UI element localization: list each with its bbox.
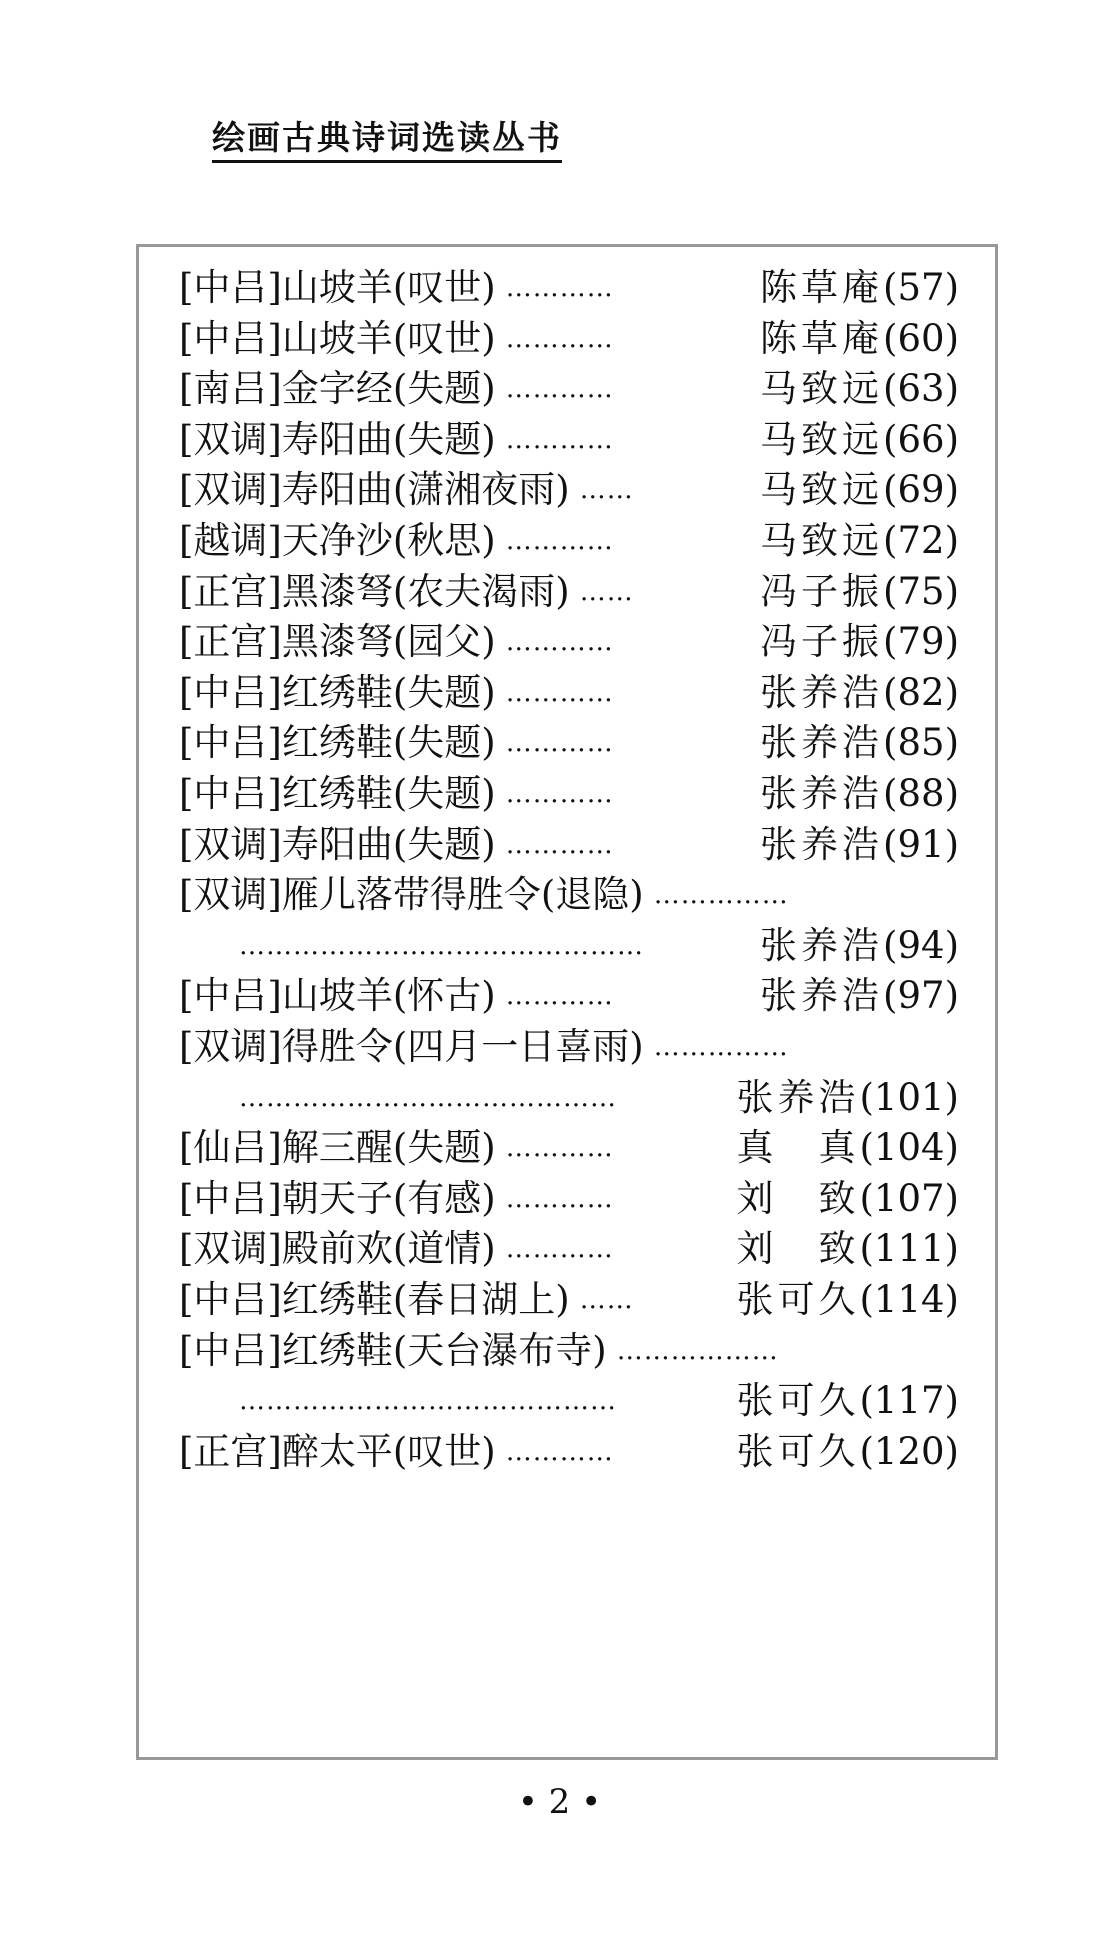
- toc-entry-page: (75): [883, 569, 959, 613]
- toc-entry-title: [中吕]红绣鞋(天台瀑布寺): [179, 1328, 607, 1372]
- toc-entry-title: [中吕]红绣鞋(失题): [179, 721, 496, 765]
- toc-entry-author: 张可久: [736, 1278, 860, 1321]
- toc-entry-title: [中吕]山坡羊(叹世): [179, 316, 496, 360]
- toc-entry-title: [正宫]黑漆弩(园父): [179, 620, 496, 664]
- toc-entry-page: (79): [883, 620, 959, 664]
- toc-entry-page: (111): [859, 1227, 959, 1271]
- toc-list: [139, 247, 995, 1757]
- toc-entry-author: 陈草庵: [760, 316, 884, 360]
- toc-entry-leader: …………: [505, 981, 614, 1012]
- toc-entry-leader: …………: [505, 424, 614, 455]
- toc-entry-title: [仙吕]解三醒(失题): [179, 1126, 496, 1170]
- toc-entry-author: 陈草庵: [760, 266, 884, 309]
- toc-entry-leader: …………: [505, 526, 614, 556]
- toc-entry-page: (117): [859, 1379, 959, 1423]
- toc-entry-author: 张可久: [736, 1429, 860, 1473]
- toc-entry-leader: …………: [505, 374, 614, 405]
- toc-entry-leader: …………: [505, 627, 614, 658]
- toc-entry-author: 刘 致: [736, 1227, 860, 1271]
- toc-entry-title: [正宫]醉太平(叹世): [179, 1429, 496, 1473]
- toc-entry-leader: ………………………………………: [239, 930, 644, 961]
- toc-entry-page: (69): [883, 468, 959, 512]
- toc-entry-page: (94): [883, 923, 959, 967]
- series-title: 绘画古典诗词选读丛书: [212, 116, 562, 163]
- toc-entry-author: 冯子振: [760, 569, 884, 613]
- toc-entry-leader: …………: [505, 677, 614, 708]
- toc-entry-page: (66): [883, 417, 959, 461]
- toc-entry: [179, 1421, 959, 1483]
- toc-entry-author: 刘 致: [736, 1176, 860, 1220]
- toc-entry-leader: ……………………………………: [239, 1082, 617, 1113]
- toc-entry-page: (88): [883, 772, 959, 815]
- toc-entry-title: [中吕]朝天子(有感): [179, 1176, 496, 1220]
- toc-entry-leader: ………………: [616, 1335, 779, 1366]
- toc-entry-author: 张可久: [736, 1379, 860, 1423]
- toc-entry-leader: ……: [579, 1285, 634, 1315]
- toc-entry-author: 张养浩: [760, 974, 884, 1018]
- toc-entry-leader: …………: [505, 829, 614, 860]
- toc-entry-leader: …………: [505, 1436, 614, 1467]
- toc-entry-title: [中吕]红绣鞋(春日湖上): [179, 1278, 570, 1321]
- toc-entry-author: 马致远: [760, 468, 884, 512]
- toc-entry-leader: ……: [579, 475, 634, 506]
- toc-entry-title: [双调]寿阳曲(失题): [179, 417, 496, 461]
- toc-entry-page: (57): [883, 266, 959, 309]
- table-of-contents: [136, 244, 998, 1760]
- toc-entry-author: 马致远: [760, 519, 884, 562]
- toc-entry-title: [双调]殿前欢(道情): [179, 1227, 496, 1271]
- toc-entry-page: (63): [883, 367, 959, 411]
- toc-entry-leader: ……: [579, 576, 634, 607]
- toc-entry-title: [中吕]山坡羊(怀古): [179, 974, 496, 1018]
- toc-entry-leader: …………: [505, 728, 614, 759]
- toc-entry-page: (60): [883, 316, 959, 360]
- toc-entry-author: 张养浩: [760, 772, 884, 815]
- toc-entry-author: 真 真: [736, 1126, 860, 1170]
- toc-entry-title: [南吕]金字经(失题): [179, 367, 496, 411]
- toc-entry-title: [中吕]红绣鞋(失题): [179, 772, 496, 815]
- toc-entry-author: 张养浩: [760, 822, 884, 866]
- toc-entry-leader: ……………: [653, 880, 789, 911]
- toc-entry-page: (107): [859, 1176, 959, 1220]
- toc-entry-title: [中吕]山坡羊(叹世): [179, 266, 496, 309]
- toc-entry-author: 张养浩: [760, 923, 884, 967]
- toc-entry-author: 马致远: [760, 417, 884, 461]
- toc-entry-title: [中吕]红绣鞋(失题): [179, 670, 496, 714]
- toc-entry-author: 冯子振: [760, 620, 884, 664]
- toc-entry-title: [双调]寿阳曲(失题): [179, 822, 496, 866]
- toc-entry-title: [越调]天净沙(秋思): [179, 519, 496, 562]
- toc-entry-leader: …………: [505, 1234, 614, 1265]
- toc-entry-page: (104): [859, 1126, 959, 1170]
- toc-entry-title: [正宫]黑漆弩(农夫渴雨): [179, 569, 570, 613]
- page-number: • 2 •: [517, 1782, 602, 1822]
- toc-entry-leader: …………: [505, 1133, 614, 1164]
- toc-entry-leader: …………: [505, 779, 614, 809]
- toc-entry-title: [双调]得胜令(四月一日喜雨): [179, 1025, 644, 1068]
- toc-entry-page: (85): [883, 721, 959, 765]
- toc-entry-page: (101): [859, 1075, 959, 1119]
- toc-entry-leader: …………: [505, 273, 614, 303]
- toc-entry-leader: …………: [505, 1183, 614, 1214]
- toc-entry-author: 马致远: [760, 367, 884, 411]
- toc-entry-page: (97): [883, 974, 959, 1018]
- toc-entry-page: (114): [859, 1278, 959, 1321]
- toc-entry-page: (72): [883, 519, 959, 562]
- toc-entry-title: [双调]寿阳曲(潇湘夜雨): [179, 468, 570, 512]
- toc-entry-leader: ……………: [653, 1032, 789, 1062]
- toc-entry-page: (91): [883, 822, 959, 866]
- toc-entry-leader: …………: [505, 323, 614, 354]
- toc-entry-page: (82): [883, 670, 959, 714]
- toc-entry-page: (120): [859, 1429, 959, 1473]
- toc-entry-title: [双调]雁儿落带得胜令(退隐): [179, 873, 644, 917]
- toc-entry-leader: ……………………………………: [239, 1386, 617, 1417]
- toc-entry-author: 张养浩: [736, 1075, 860, 1119]
- toc-entry-author: 张养浩: [760, 670, 884, 714]
- toc-entry-author: 张养浩: [760, 721, 884, 765]
